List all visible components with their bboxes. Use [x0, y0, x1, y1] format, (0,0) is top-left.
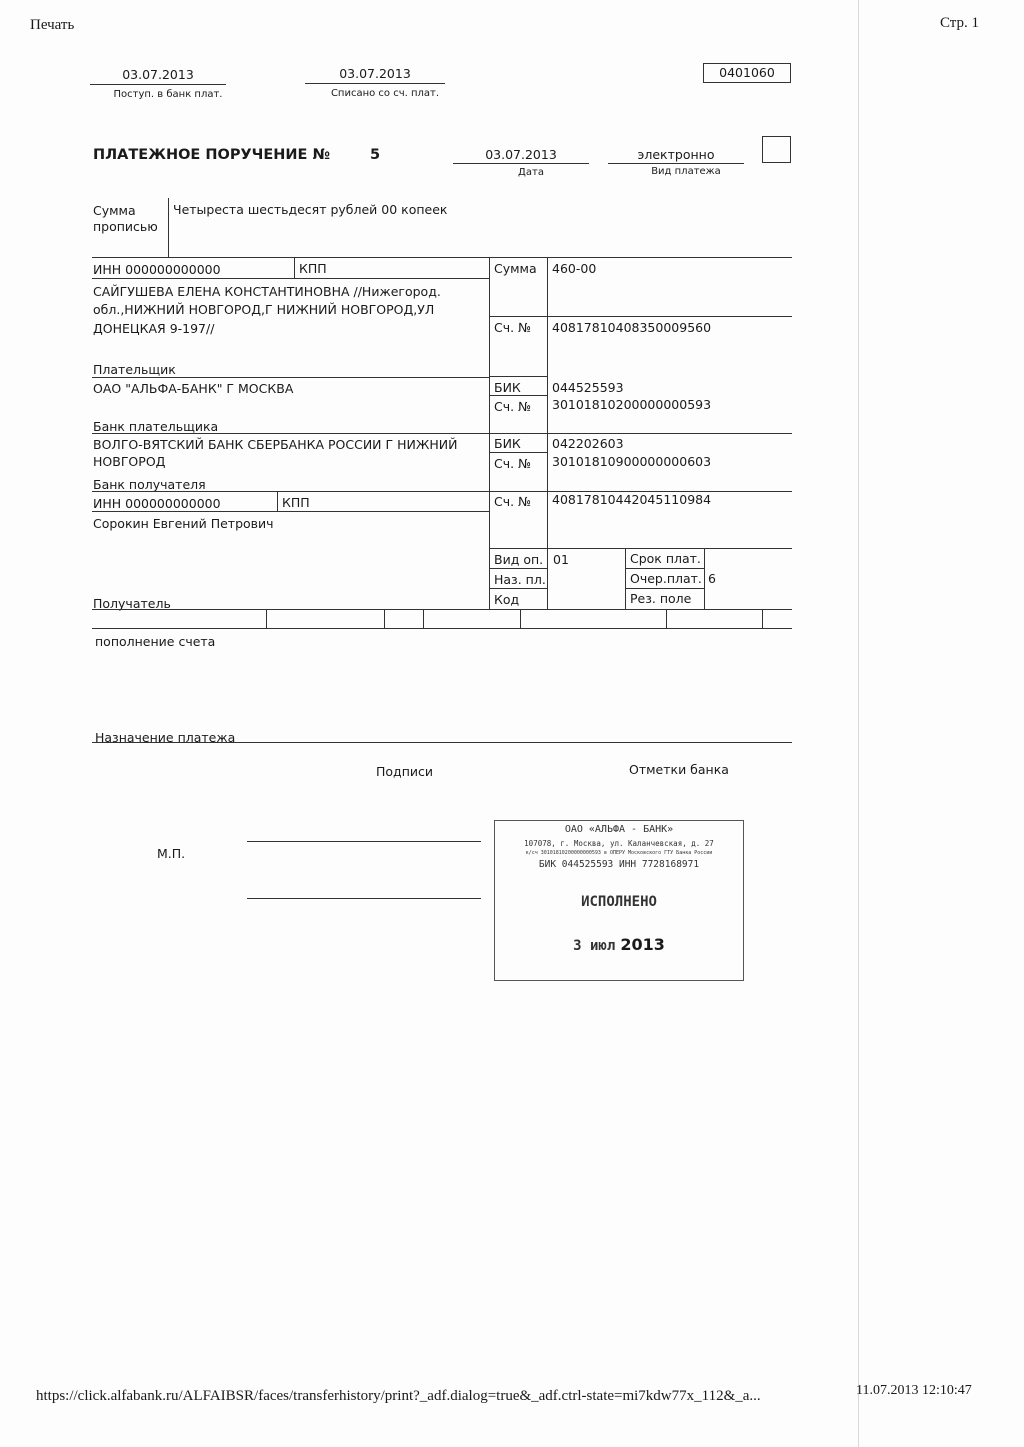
debited-label: Списано со сч. плат. [330, 88, 440, 99]
payer-sum-value: 460-00 [552, 261, 597, 276]
payee-account: 40817810442045110984 [552, 492, 712, 507]
priority-label: Очер.плат. [630, 571, 702, 586]
debited-underline [305, 83, 445, 84]
op-type-value: 01 [553, 552, 569, 567]
amount-words: Четыреста шестьдесят рублей 00 копеек [173, 202, 448, 217]
received-underline [90, 84, 226, 85]
stamp-address: 107078, г. Москва, ул. Каланчевская, д. 27 [524, 839, 714, 848]
bank-stamp [494, 820, 744, 981]
payer-account-bottom [489, 376, 547, 377]
stamp-bank-name: ОАО «АЛЬФА - БАНК» [564, 824, 674, 835]
debited-date: 03.07.2013 [339, 66, 411, 81]
purpose-code-label: Наз. пл. [494, 572, 546, 587]
codes-top [489, 548, 792, 549]
payment-type-label: Вид платежа [651, 166, 721, 177]
payee-account-label: Сч. № [494, 494, 532, 509]
purpose-label: Назначение платежа [95, 730, 236, 745]
payer-account-label: Сч. № [494, 320, 532, 335]
purpose-bottom [92, 742, 792, 743]
payer-bank-bik: 044525593 [552, 380, 624, 395]
amount-words-label-1: Сумма [93, 203, 136, 218]
tax-col-2 [384, 609, 385, 628]
signature-line-2 [247, 898, 481, 899]
due-label: Срок плат. [630, 551, 701, 566]
payment-type: электронно [637, 147, 715, 162]
codes-row-2-right [625, 588, 704, 589]
form-title: ПЛАТЕЖНОЕ ПОРУЧЕНИЕ № [93, 147, 330, 163]
payee-bank-label: Банк получателя [93, 477, 206, 492]
document-date: 03.07.2013 [485, 147, 557, 162]
payer-kpp-label: КПП [299, 261, 327, 276]
payer-bank-bik-bottom [489, 395, 547, 396]
date-label: Дата [518, 167, 544, 178]
payee-bank-name-line-1: ВОЛГО-ВЯТСКИЙ БАНК СБЕРБАНКА РОССИИ Г НИЖНИЙ [93, 437, 458, 452]
payer-label: Плательщик [93, 362, 176, 377]
bank-marks-label: Отметки банка [629, 762, 729, 777]
payee-label: Получатель [93, 596, 171, 611]
page-edge [858, 0, 859, 1447]
tax-row-top [92, 609, 792, 610]
payer-name-line-2: обл.,НИЖНИЙ НОВГОРОД,Г НИЖНИЙ НОВГОРОД,УЛ [93, 302, 435, 317]
payee-bank-bik: 042202603 [552, 436, 624, 451]
page-number: Стр. 1 [940, 15, 980, 31]
stamp-date-day-month: 3 июл [573, 938, 616, 954]
payer-bank-account: 30101810200000000593 [552, 397, 712, 412]
payee-bank-account: 30101810900000000603 [552, 454, 712, 469]
codes-row-1-right [625, 568, 704, 569]
payer-bank-bottom [92, 433, 792, 434]
codes-row-1 [489, 568, 547, 569]
codes-row-2 [489, 588, 547, 589]
date-underline [453, 163, 589, 164]
tax-col-3 [423, 609, 424, 628]
print-timestamp: 11.07.2013 12:10:47 [856, 1383, 972, 1398]
code-label: Код [494, 592, 520, 607]
payer-sum-bottom [489, 316, 792, 317]
signatures-label: Подписи [376, 764, 433, 779]
op-type-label: Вид оп. [494, 552, 544, 567]
payer-bank-name: ОАО "АЛЬФА-БАНК" Г МОСКВА [93, 381, 294, 396]
print-label: Печать [30, 17, 75, 33]
payee-inn-bottom [92, 511, 489, 512]
payer-kpp-divider [294, 258, 295, 278]
payer-bank-account-label: Сч. № [494, 399, 532, 414]
payer-bank-label: Банк плательщика [93, 419, 219, 434]
payee-inn: ИНН 000000000000 [93, 496, 221, 511]
amount-words-divider [168, 198, 169, 257]
payer-account: 40817810408350009560 [552, 320, 712, 335]
payee-name: Сорокин Евгений Петрович [93, 516, 274, 531]
payer-bank-bik-label: БИК [494, 380, 521, 395]
payer-name-line-1: САЙГУШЕВА ЕЛЕНА КОНСТАНТИНОВНА //Нижегород. [93, 284, 441, 299]
tax-col-1 [266, 609, 267, 628]
page-url: https://click.alfabank.ru/ALFAIBSR/faces/transferhistory/print?_adf.dialog=true&_adf.ctrl-state=mi7kdw77x_112&_a... [36, 1388, 761, 1404]
codes-col-due-left [625, 548, 626, 609]
payee-kpp-divider [277, 492, 278, 511]
stamp-date [495, 935, 743, 954]
payee-bank-account-label: Сч. № [494, 456, 532, 471]
tax-col-5 [666, 609, 667, 628]
payee-bank-bik-label: БИК [494, 436, 521, 451]
payee-kpp-label: КПП [282, 495, 310, 510]
reserve-label: Рез. поле [630, 591, 692, 606]
payer-block-bottom [92, 377, 489, 378]
priority-value: 6 [708, 571, 716, 586]
purpose-text: пополнение счета [95, 634, 216, 649]
payee-bank-bik-bottom [489, 452, 547, 453]
payer-inn: ИНН 000000000000 [93, 262, 221, 277]
received-label: Поступ. в банк плат. [113, 89, 223, 100]
stamp-place-label: М.П. [157, 846, 186, 861]
tax-col-4 [520, 609, 521, 628]
received-date: 03.07.2013 [122, 67, 194, 82]
tax-col-6 [762, 609, 763, 628]
status-box [762, 136, 791, 163]
payer-inn-bottom [92, 278, 489, 279]
payment-type-underline [608, 163, 744, 164]
stamp-corr-account: к/сч 30101810200000000593 в ОПЕРУ Московского ГТУ Банка России [525, 850, 713, 856]
document-number: 5 [370, 147, 381, 163]
signature-line-1 [247, 841, 481, 842]
stamp-status: ИСПОЛНЕНО [581, 894, 657, 910]
payer-sum-label: Сумма [494, 261, 537, 276]
payer-name-line-3: ДОНЕЦКАЯ 9-197// [93, 321, 215, 336]
stamp-bik-inn: БИК 044525593 ИНН 7728168971 [538, 859, 700, 870]
payee-bank-name-line-2: НОВГОРОД [93, 454, 166, 469]
codes-col-due-right [704, 548, 705, 609]
amount-words-label-2: прописью [93, 219, 158, 234]
okud-code-box: 0401060 [703, 63, 791, 83]
tax-row-bottom [92, 628, 792, 629]
stamp-date-year: 2013 [620, 935, 665, 954]
amount-words-bottom [92, 257, 792, 258]
